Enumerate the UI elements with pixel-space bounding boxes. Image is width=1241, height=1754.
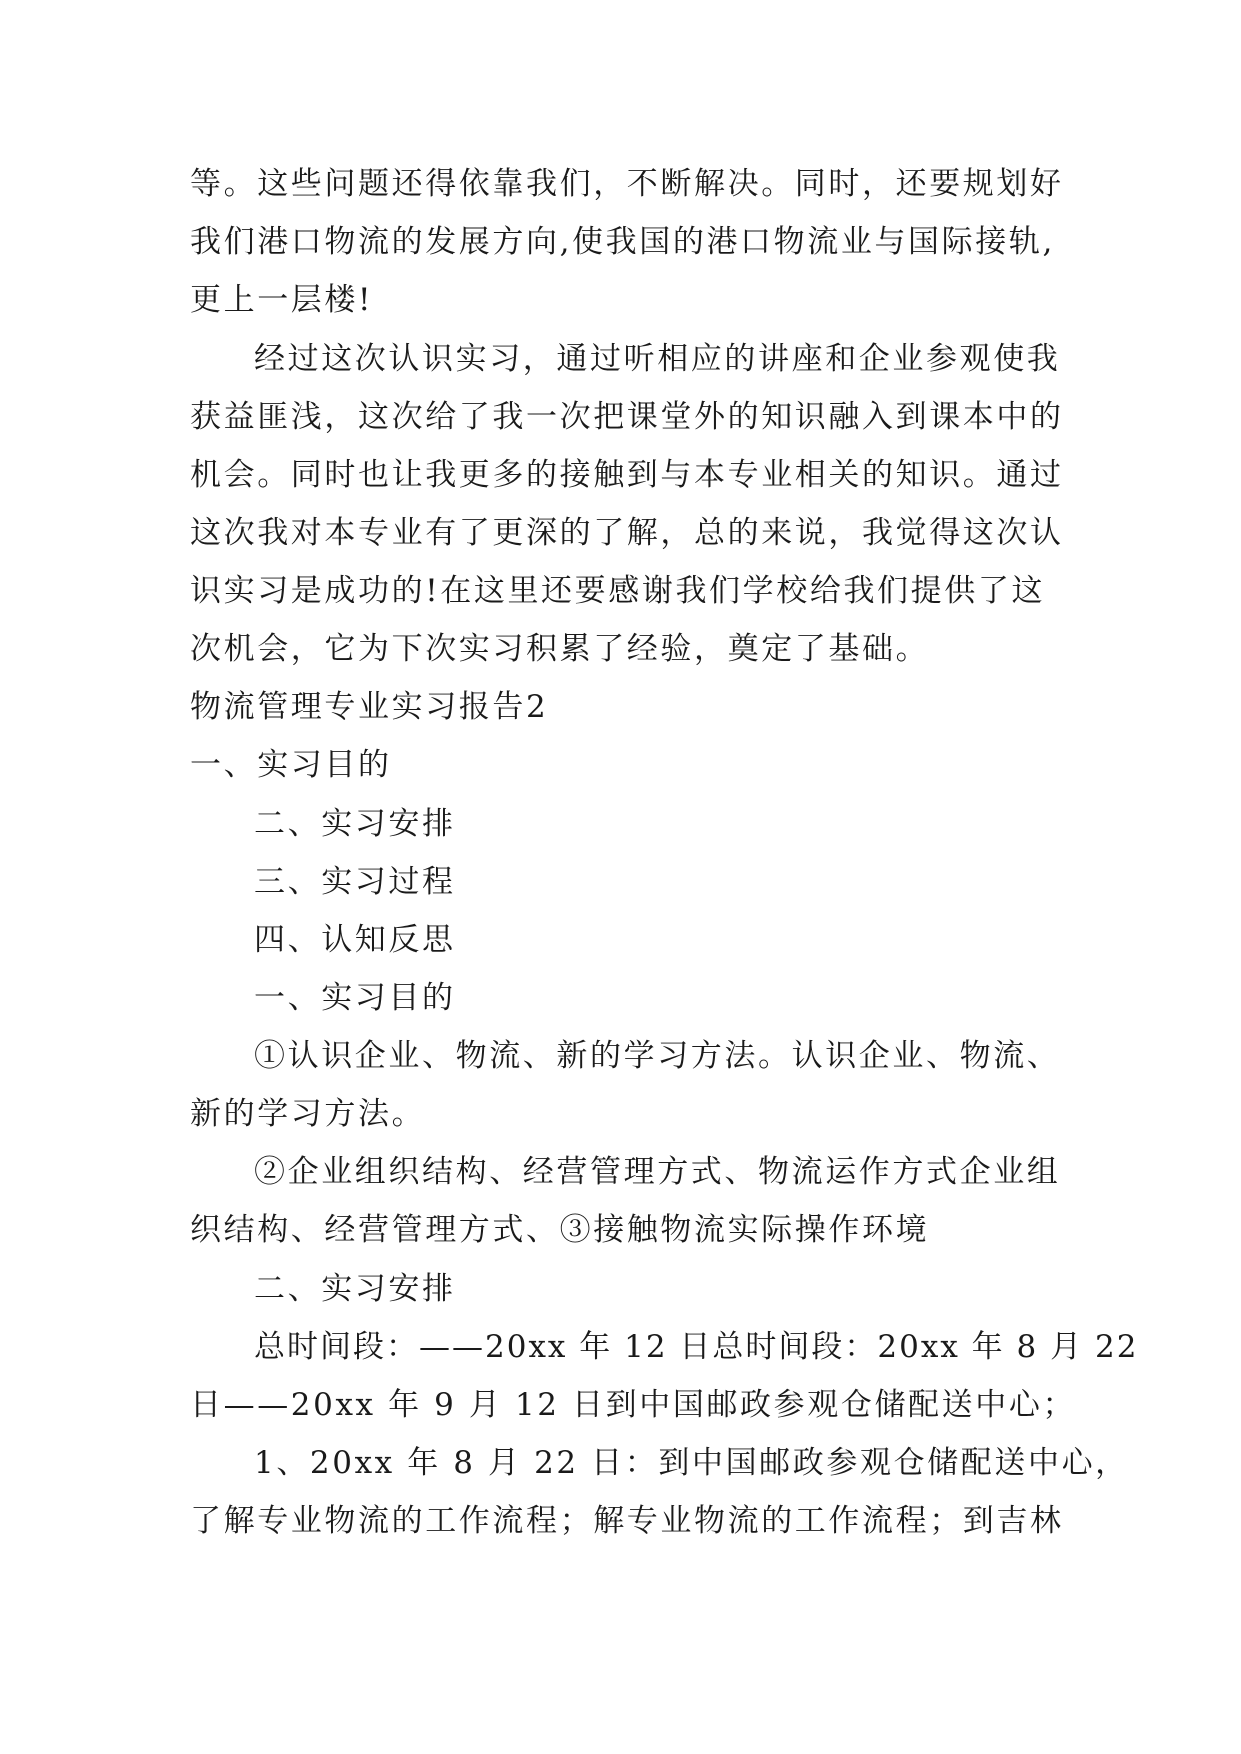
paragraph-line: ②企业组织结构、经营管理方式、物流运作方式企业组 bbox=[254, 1154, 1061, 1190]
paragraph-line: 次机会，它为下次实习积累了经验，奠定了基础。 bbox=[190, 631, 930, 667]
section-heading: 二、实习安排 bbox=[254, 806, 456, 842]
section-heading: 一、实习目的 bbox=[254, 980, 456, 1016]
report-title: 物流管理专业实习报告2 bbox=[190, 689, 549, 725]
paragraph-line: 了解专业物流的工作流程；解专业物流的工作流程；到吉林 bbox=[190, 1503, 1064, 1539]
paragraph-line: 识实习是成功的!在这里还要感谢我们学校给我们提供了这 bbox=[190, 573, 1046, 609]
paragraph-line: 织结构、经营管理方式、③接触物流实际操作环境 bbox=[190, 1212, 930, 1248]
paragraph-line: 新的学习方法。 bbox=[190, 1096, 426, 1132]
paragraph-line: 1、20xx 年 8 月 22 日：到中国邮政参观仓储配送中心， bbox=[254, 1445, 1129, 1481]
section-heading: 二、实习安排 bbox=[254, 1271, 456, 1307]
paragraph-line: 更上一层楼! bbox=[190, 282, 374, 318]
paragraph-line: ①认识企业、物流、新的学习方法。认识企业、物流、 bbox=[254, 1038, 1061, 1074]
paragraph-line: 经过这次认识实习，通过听相应的讲座和企业参观使我 bbox=[254, 341, 1061, 377]
paragraph-line: 日——20xx 年 9 月 12 日到中国邮政参观仓储配送中心； bbox=[190, 1387, 1077, 1423]
paragraph-line: 总时间段：——20xx 年 12 日总时间段：20xx 年 8 月 22 bbox=[254, 1329, 1139, 1365]
paragraph-line: 机会。同时也让我更多的接触到与本专业相关的知识。通过 bbox=[190, 457, 1064, 493]
paragraph-line: 获益匪浅，这次给了我一次把课堂外的知识融入到课本中的 bbox=[190, 399, 1064, 435]
paragraph-line: 等。这些问题还得依靠我们，不断解决。同时，还要规划好 bbox=[190, 166, 1064, 202]
section-heading: 三、实习过程 bbox=[254, 864, 456, 900]
paragraph-line: 我们港口物流的发展方向,使我国的港口物流业与国际接轨, bbox=[190, 224, 1055, 260]
section-heading: 四、认知反思 bbox=[254, 922, 456, 958]
paragraph-line: 这次我对本专业有了更深的了解，总的来说，我觉得这次认 bbox=[190, 515, 1064, 551]
section-heading: 一、实习目的 bbox=[190, 747, 392, 783]
